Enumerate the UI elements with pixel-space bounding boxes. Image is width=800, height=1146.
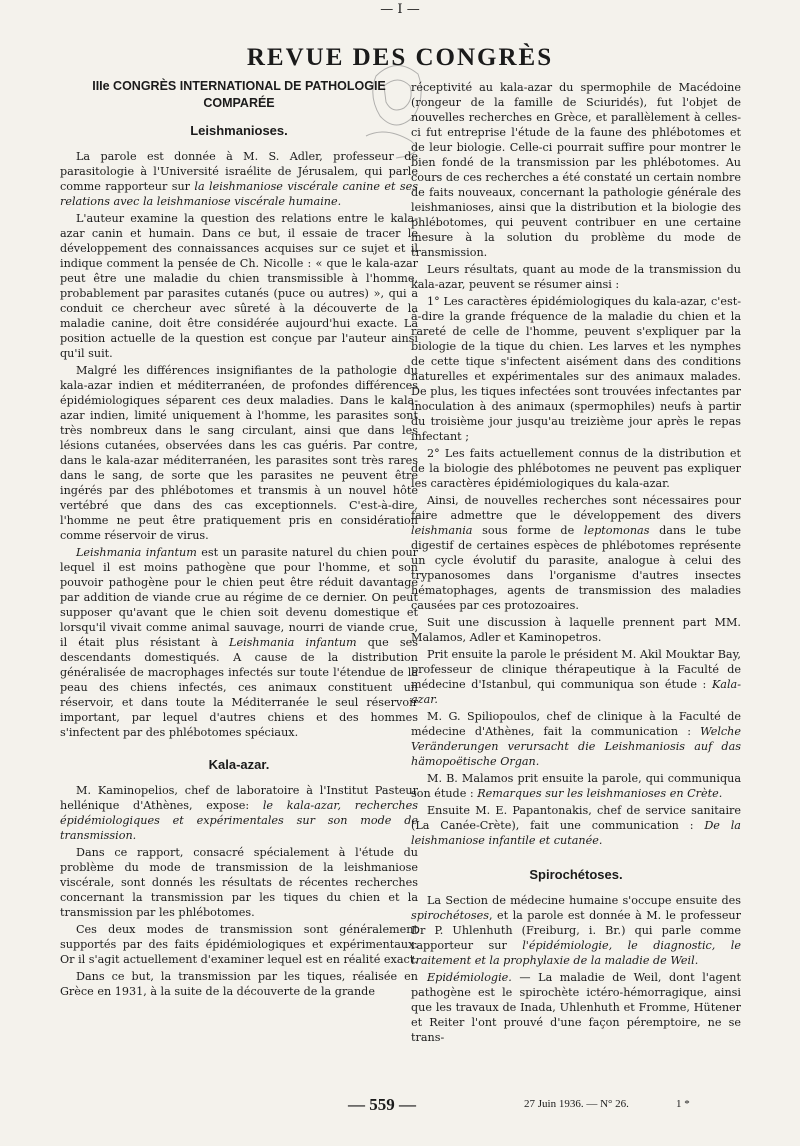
paragraph: Suit une discussion à laquelle prennent part MM. Malamos, Adler et Kaminopetros. (411, 616, 741, 644)
paragraph: Dans ce rapport, consacré spécialement à l'étude du problème du mode de transmission de la leishmaniose viscérale, sont donnés les résultats de récentes recherches concernant la transmission par les tiques du chien et la transmission par les phlébotomes. (60, 846, 418, 919)
paragraph: réceptivité au kala-azar du spermophile de Macédoine (rongeur de la famille de Sciuridés), fut l'objet de nouvelles recherches en Grèce, et parallèlement à celles-ci fut entreprise l'étude de la faune des phlébotomes et de leur biologie. Celle-ci pourrait suffire pour montrer le bien fondé de la transmission par les phlébotomes. Au cours de ces recherches a été constaté un certain nombre de faits nouveaux, concernant la pathologie générale des leishmanioses, ainsi que la distribution et la biologie des phlébotomes, qui peuvent contribuer en une certaine mesure à la solution du problème du mode de transmission. (411, 81, 741, 259)
right-column (411, 80, 741, 1047)
paragraph: Leishmania infantum est un parasite naturel du chien pour lequel il est moins pathogène que pour l'homme, et son pouvoir pathogène pour le chien peut être réduit davantage par addition de viande crue au régime de ce dernier. On peut supposer qu'avant que le chien soit devenu domestique et lorsqu'il vivait comme animal sauvage, nourri de viande crue, il était plus résistant à Leishmania infantum que ses descendants domestiqués. A cause de la distribution généralisée de macrophages infectés sur toute l'étendue de la peau des chiens infectés, ces animaux constituent un réservoir, et dans toute la Méditerranée le seul réservoir important, par lequel d'autres chiens et des hommes s'infectent par des phlébotomes spéciaux. (60, 546, 418, 739)
section-title-kala-azar: Kala-azar. (208, 757, 270, 772)
paragraph: Leurs résultats, quant au mode de la transmission du kala-azar, peuvent se résumer ainsi : (411, 263, 741, 291)
page-header: REVUE DES CONGRÈS (246, 44, 554, 71)
paragraph: Epidémiologie. — La maladie de Weil, dont l'agent pathogène est le spirochète ictéro-hémorragique, ainsi que les travaux de Inada, Uhlenhuth et Fromme, Hütener et Reiter l'ont prouvé d'une façon péremptoire, ne se trans- (411, 971, 741, 1044)
top-mark: — I — (380, 2, 420, 17)
section-title-leishmanioses: Leishmanioses. (190, 123, 288, 138)
paragraph: Ces deux modes de transmission sont généralement supportés par des faits épidémiologiques et expérimentaux. Or il s'agit actuellement d'examiner lequel est en réalité exact. (60, 923, 418, 966)
paragraph: M. B. Malamos prit ensuite la parole, qui communiqua son étude : Remarques sur les leishmanioses en Crète. (411, 772, 741, 800)
paragraph: Dans ce but, la transmission par les tiques, réalisée en Grèce en 1931, à la suite de la découverte de la grande (60, 970, 418, 998)
paragraph: Ainsi, de nouvelles recherches sont nécessaires pour faire admettre que le développement des divers leishmania sous forme de leptomonas dans le tube digestif de certaines espèces de phlébotomes représente un cycle évolutif du parasite, analogue à celui des trypanosomes dans l'organisme d'autres insectes hématophages, agents de transmission des maladies causées par ces protozoaires. (411, 494, 741, 612)
paragraph: M. Kaminopelios, chef de laboratoire à l'Institut Pasteur hellénique d'Athènes, expose: le kala-azar, recherches épidémiologiques et expérimentales sur son mode de transmission. (60, 784, 418, 842)
section-title-spirochetoses: Spirochétoses. (529, 867, 623, 882)
paragraph: 2° Les faits actuellement connus de la distribution et de la biologie des phlébotomes ne peuvent pas expliquer les caractères épidémiologiques du kala-azar. (411, 447, 741, 490)
paragraph: Ensuite M. E. Papantonakis, chef de service sanitaire (La Canée-Crète), fait une communication : De la leishmaniose infantile et cutanée. (411, 804, 741, 847)
congress-title: IIIe CONGRÈS INTERNATIONAL DE PATHOLOGIE COMPARÉE (92, 79, 386, 110)
paragraph: 1° Les caractères épidémiologiques du kala-azar, c'est-à-dire la grande fréquence de la maladie du chien et la rareté de celle de l'homme, peuvent s'expliquer par la biologie de la tique du chien. Les larves et les nymphes de cette tique s'infectent aisément dans des conditions naturelles et expérimentales sur des animaux malades. De plus, les tiques infectées sont trouvées infectantes par inoculation à des animaux (spermophiles) neufs à partir du troisième jour jusqu'au treizième jour après le repas infectant ; (411, 295, 741, 443)
issue-date: 27 Juin 1936. — N° 26. (524, 1098, 629, 1110)
page-number: — 559 — (348, 1095, 416, 1114)
paragraph: Prit ensuite la parole le président M. Akil Mouktar Bay, professeur de clinique thérapeutique à la Faculté de médecine d'Istanbul, qui communiqua son étude : Kala-azar. (411, 648, 741, 706)
paragraph: M. G. Spiliopoulos, chef de clinique à la Faculté de médecine d'Athènes, fait la communication : Welche Veränderungen verursacht die Leishmaniosis auf das hämopoëtische Organ. (411, 710, 741, 768)
paragraph: Malgré les différences insignifiantes de la pathologie du kala-azar indien et méditerranéen, de profondes différences épidémiologiques séparent ces deux maladies. Dans le kala-azar indien, limité uniquement à l'homme, les parasites sont très nombreux dans le sang circulant, ainsi que dans les lésions cutanées, observées dans les cas guéris. Par contre, dans le kala-azar méditerranéen, les parasites sont très rares dans le sang, de sorte que les parasites ne peuvent être ingérés par des phlébotomes et transmis à un nouvel hôte vertébré que dans des cas exceptionnels. C'est-à-dire, l'homme ne peut être pratiquement pris en considération comme réservoir de virus. (60, 364, 418, 542)
paragraph: L'auteur examine la question des relations entre le kala-azar canin et humain. Dans ce but, il essaie de tracer le développement des connaissances acquises sur ce sujet et il indique comment la pensée de Ch. Nicolle : « que le kala-azar peut être une maladie du chien transmissible à l'homme, probablement par parasites cutanés (puce ou autres) », qui a conduit ce chercheur avec sûreté à la découverte de la maladie canine, doit être considérée aujourd'hui exacte. La position actuelle de la question est conçue par l'auteur ainsi qu'il suit. (60, 212, 418, 360)
left-column (60, 78, 418, 1001)
paragraph: La Section de médecine humaine s'occupe ensuite des spirochétoses, et la parole est donnée à M. le professeur Dr P. Uhlenhuth (Freiburg, i. Br.) qui parle comme rapporteur sur l'épidémiologie, le diagnostic, le traitement et la prophylaxie de la maladie de Weil. (411, 894, 741, 967)
paragraph: La parole est donnée à M. S. Adler, professeur de parasitologie à l'Université israélite de Jérusalem, qui parle comme rapporteur sur la leishmaniose viscérale canine et ses relations avec la leishmaniose viscérale humaine. (60, 150, 418, 208)
sheet-mark: 1 * (676, 1098, 690, 1110)
